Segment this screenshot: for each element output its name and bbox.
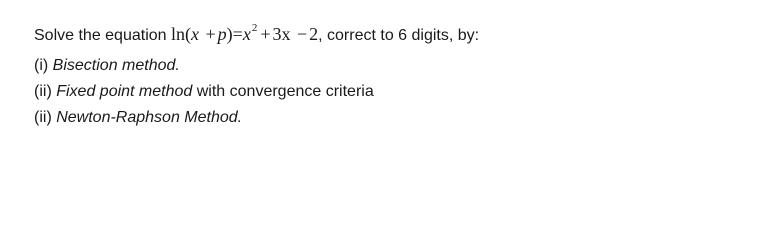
method-number: (ii) <box>34 83 52 100</box>
method-item-bisection <box>34 56 180 76</box>
eq-ln: ln <box>171 24 186 44</box>
eq-rparen: ) <box>226 24 233 44</box>
equation <box>171 24 318 44</box>
eq-plus-2: + <box>260 24 271 44</box>
eq-x-squared-base: x <box>242 24 251 44</box>
eq-equals: = <box>232 24 243 44</box>
method-name: Bisection method. <box>52 57 180 74</box>
method-name: Fixed point method <box>56 83 193 100</box>
question-line <box>34 24 479 47</box>
method-suffix: with convergence criteria <box>196 83 374 100</box>
method-number: (ii) <box>34 109 52 126</box>
method-name: Newton-Raphson Method. <box>56 109 243 126</box>
eq-x: x <box>191 24 200 44</box>
eq-plus: + <box>205 24 216 44</box>
method-item-newton-raphson <box>34 108 242 128</box>
eq-exponent: 2 <box>251 22 258 34</box>
method-item-fixed-point <box>34 82 374 102</box>
eq-constant: 2 <box>309 24 319 44</box>
method-number: (i) <box>34 57 49 74</box>
eq-3x: 3x <box>272 24 291 44</box>
question-intro: Solve the equation <box>34 27 167 44</box>
eq-minus: − <box>296 24 308 44</box>
eq-lparen: ( <box>185 24 192 44</box>
question-tail: , correct to 6 digits, by: <box>318 27 480 44</box>
eq-p: p <box>217 24 227 44</box>
